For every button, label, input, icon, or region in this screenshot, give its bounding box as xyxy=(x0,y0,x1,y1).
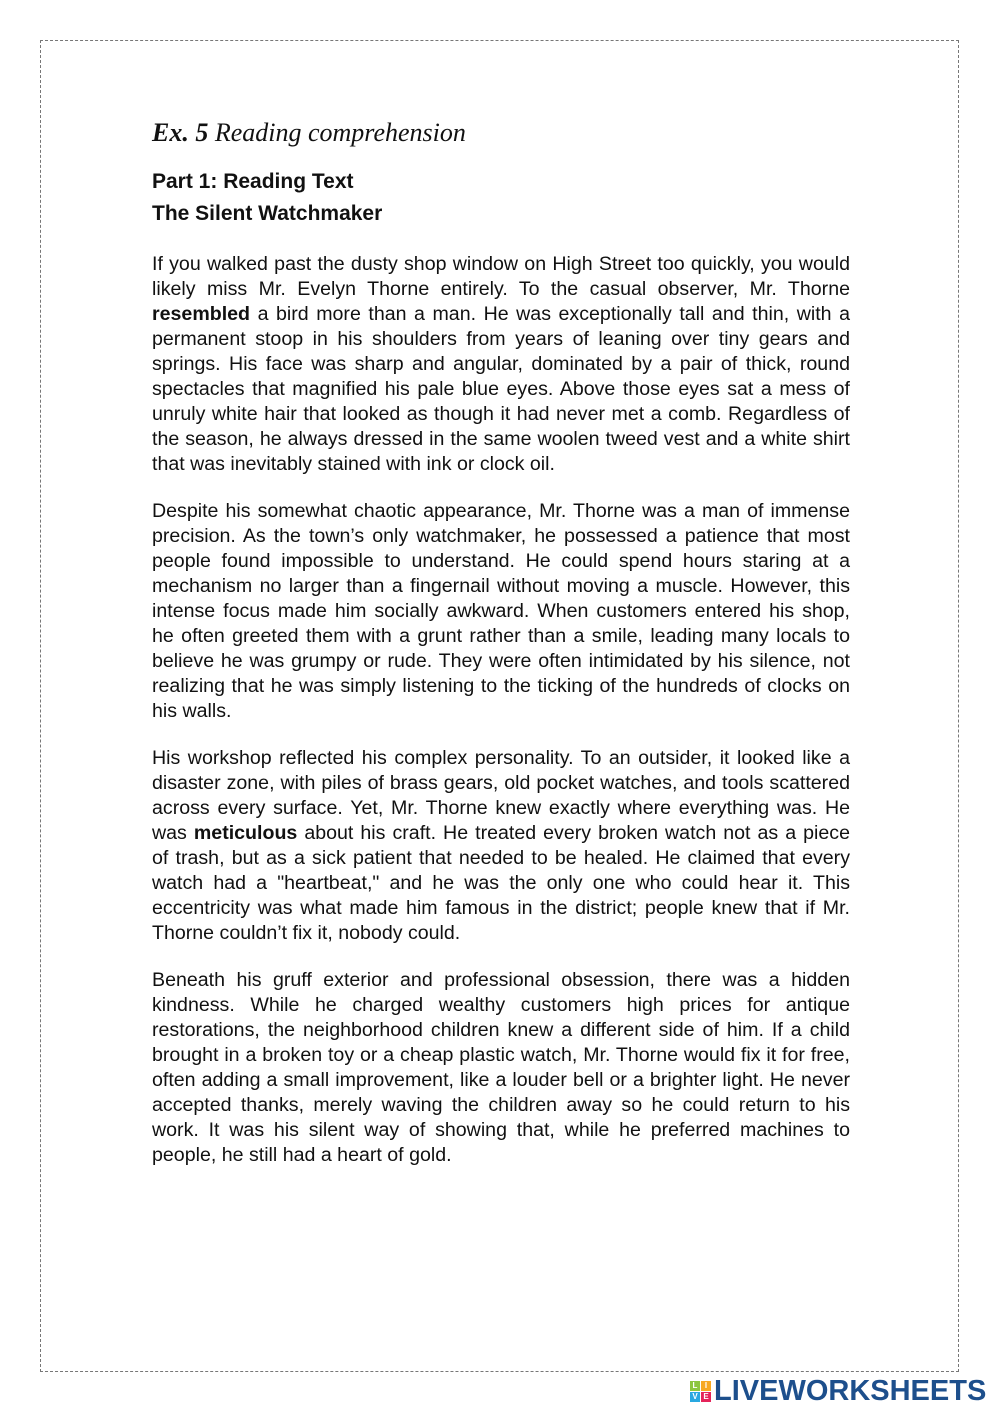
tile: E xyxy=(701,1392,711,1402)
story-title: The Silent Watchmaker xyxy=(152,202,383,225)
text: about his craft. He treated every broken watch not as a piece of trash, but as a sick patient that needed to be healed. He claimed that every watch had a "heartbeat," and he was the only one who could hear it. This eccentricity was what made him famous in the district; people knew that if Mr. Thorne couldn’t fix it, nobody could. xyxy=(152,822,850,944)
text: If you walked past the dusty shop window on High Street too quickly, you would likely miss Mr. Evelyn Thorne entirely. To the casual observer, Mr. Thorne xyxy=(152,253,850,300)
tile: V xyxy=(690,1392,700,1402)
worksheet-content xyxy=(152,118,850,1190)
text: a bird more than a man. He was exceptionally tall and thin, with a permanent stoop in his shoulders from years of leaning over tiny gears and springs. His face was sharp and angular, dominated by a pair of thick, round spectacles that magnified his pale blue eyes. Above those eyes sat a mess of unruly white hair that looked as though it had never met a comb. Regardless of the season, he always dressed in the same woolen tweed vest and a white shirt that was inevitably stained with ink or clock oil. xyxy=(152,303,850,475)
paragraph-3 xyxy=(152,746,850,946)
text: His workshop reflected his complex personality. To an outsider, it looked like a disaster zone, with piles of brass gears, old pocket watches, and tools scattered across every surface. Yet, Mr. Thorne knew exactly where everything was. He was xyxy=(152,747,850,844)
paragraph-1 xyxy=(152,252,850,477)
paragraph-4: Beneath his gruff exterior and professional obsession, there was a hidden kindness. While he charged wealthy customers high prices for antique restorations, the neighborhood children knew a different side of him. If a child brought in a broken toy or a cheap plastic watch, Mr. Thorne would fix it for free, often adding a small improvement, like a louder bell or a brighter light. He never accepted thanks, merely waving the children away so he could return to his work. It was his silent way of showing that, while he preferred machines to people, he still had a heart of gold. xyxy=(152,969,850,1166)
bold-word-meticulous: meticulous xyxy=(193,822,298,844)
exercise-title: Reading comprehension xyxy=(214,118,466,147)
tile: L xyxy=(690,1381,700,1391)
exercise-number: Ex. 5 xyxy=(152,118,209,147)
liveworksheets-logo xyxy=(690,1375,986,1408)
tile: I xyxy=(701,1381,711,1391)
exercise-heading xyxy=(152,118,850,148)
bold-word-resembled: resembled xyxy=(152,303,251,325)
part-title: Part 1: Reading Text xyxy=(152,170,354,193)
paragraph-2: Despite his somewhat chaotic appearance, Mr. Thorne was a man of immense precision. As the town’s only watchmaker, he possessed a patience that most people found impossible to understand. He could spend hours staring at a mechanism no larger than a fingernail without moving a muscle. However, this intense focus made him socially awkward. When customers entered his shop, he often greeted them with a grunt rather than a smile, leading many locals to believe he was grumpy or rude. They were often intimidated by his silence, not realizing that he was simply listening to the ticking of the hundreds of clocks on his walls. xyxy=(152,500,850,722)
live-tiles-icon xyxy=(690,1381,711,1402)
logo-text: LIVEWORKSHEETS xyxy=(714,1375,987,1407)
